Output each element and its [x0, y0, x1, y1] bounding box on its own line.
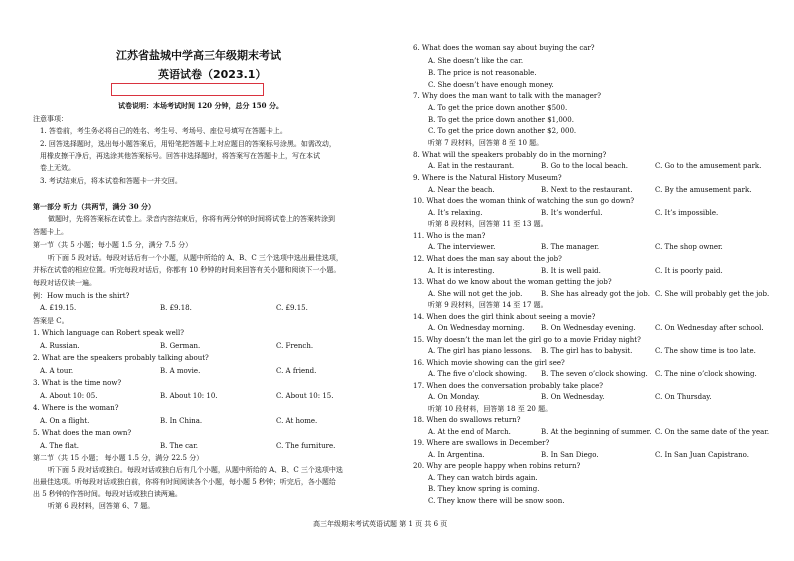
school-title: 江苏省盐城中学高三年级期末考试	[116, 49, 281, 62]
question: 12. What does the man say about the job?	[413, 255, 562, 263]
option: B. To get the price down another $1,000.	[428, 116, 574, 124]
option: A. The girl has piano lessons.	[428, 347, 533, 355]
example-answer: 答案是 C。	[33, 317, 69, 325]
option: C. They know there will be snow soon.	[428, 497, 565, 505]
option: C. The nine o’clock showing.	[655, 370, 757, 378]
page-footer: 高三年级期末考试英语试题 第 1 页 共 6 页	[313, 520, 448, 528]
option: A. At the end of March.	[428, 428, 511, 436]
option: B. It is well paid.	[541, 267, 601, 275]
material-heading: 听第 9 段材料，回答第 14 至 17 题。	[428, 301, 548, 309]
option: B. The car.	[160, 442, 199, 450]
question: 3. What is the time now?	[33, 379, 122, 387]
section2-text: 出最佳选项。听每段对话或独白前，你将有时间阅读各个小题，每小题 5 秒钟；听完后，各小题给	[33, 478, 336, 486]
red-annotation-box	[111, 83, 264, 96]
option: C. On Wednesday after school.	[655, 324, 764, 332]
question: 4. Where is the woman?	[33, 404, 119, 412]
option: B. In China.	[160, 417, 203, 425]
option: C. She will probably get the job.	[655, 290, 770, 298]
question: 19. Where are swallows in December?	[413, 439, 550, 447]
option: B. Next to the restaurant.	[541, 186, 633, 194]
subject-title: 英语试卷（2023.1）	[158, 68, 267, 81]
option: B. In San Diego.	[541, 451, 599, 459]
example-option: B. £9.18.	[160, 304, 192, 312]
option: B. The girl has to babysit.	[541, 347, 633, 355]
question: 8. What will the speakers probably do in the morning?	[413, 151, 607, 159]
option: C. French.	[276, 342, 314, 350]
question: 13. What do we know about the woman getting the job?	[413, 278, 612, 286]
section2-text: 出 5 秒钟的作答时间。每段对话或独白读两遍。	[33, 490, 182, 498]
option: B. On Wednesday.	[541, 393, 605, 401]
question: 10. What does the woman think of watching the sun go down?	[413, 197, 635, 205]
option: A. Eat in the restaurant.	[428, 162, 515, 170]
option: C. By the amusement park.	[655, 186, 752, 194]
note-item: 2. 回答选择题时，选出每小题答案后，用铅笔把答题卡上对应题目的答案标号涂黑。如需改动，	[40, 140, 336, 148]
part1-heading: 第一部分 听力（共两节，满分 30 分）	[33, 202, 156, 211]
material-heading: 听第 10 段材料，回答第 18 至 20 题。	[428, 405, 553, 413]
option: C. On the same date of the year.	[655, 428, 770, 436]
question: 6. What does the woman say about buying the car?	[413, 44, 595, 52]
option: C. The shop owner.	[655, 243, 723, 251]
option: A. About 10: 05.	[40, 392, 98, 400]
option: B. German.	[160, 342, 201, 350]
option: B. The price is not reasonable.	[428, 69, 537, 77]
option: C. On Thursday.	[655, 393, 712, 401]
option: C. To get the price down another $2, 000.	[428, 127, 577, 135]
section2-text: 听第 6 段材料，回答第 6、7 题。	[48, 502, 155, 510]
note-item: 卷上无效。	[40, 164, 75, 172]
part1-intro: 做题时，先将答案标在试卷上。录音内容结束后，你将有两分钟的时间将试卷上的答案转涂到	[48, 215, 335, 223]
part1-intro: 答题卡上。	[33, 228, 68, 236]
option: A. She doesn’t like the car.	[428, 57, 524, 65]
section1-text: 听下面 5 段对话。每段对话后有一个小题，从题中所给的 A、B、C 三个选项中选出最佳选项，	[48, 254, 343, 262]
section1-heading: 第一节（共 5 小题；每小题 1.5 分，满分 7.5 分）	[33, 241, 193, 249]
option: B. The seven o’clock showing.	[541, 370, 648, 378]
option: A. The interviewer.	[428, 243, 496, 251]
section2-heading: 第二节（共 15 小题； 每小题 1.5 分，满分 22.5 分）	[33, 454, 204, 462]
question: 14. When does the girl think about seeing a movie?	[413, 313, 596, 321]
notes-title: 注意事项：	[33, 115, 68, 123]
option: A. They can watch birds again.	[428, 474, 538, 482]
option: A. It’s relaxing.	[428, 209, 483, 217]
option: C. It is poorly paid.	[655, 267, 723, 275]
option: A. On Wednesday morning.	[428, 324, 525, 332]
option: A. In Argentina.	[428, 451, 485, 459]
note-item: 3. 考试结束后，将本试卷和答题卡一并交回。	[40, 177, 182, 185]
section1-text: 并标在试卷的相应位置。听完每段对话后，你都有 10 秒钟的时间来回答有关小题和阅读下一小题。	[33, 266, 341, 274]
example-question: 例：How much is the shirt?	[33, 292, 130, 300]
option: B. She has already got the job.	[541, 290, 651, 298]
question: 9. Where is the Natural History Museum?	[413, 174, 562, 182]
question: 18. When do swallows return?	[413, 416, 521, 424]
question: 11. Who is the man?	[413, 232, 486, 240]
option: B. They know spring is coming.	[428, 485, 540, 493]
section2-text: 听下面 5 段对话或独白。每段对话或独白后有几个小题，从题中所给的 A、B、C 三个选项中选	[48, 466, 343, 474]
option: A. The flat.	[40, 442, 79, 450]
question: 5. What does the man own?	[33, 429, 132, 437]
option: C. At home.	[276, 417, 318, 425]
option: C. In San Juan Capistrano.	[655, 451, 749, 459]
section1-text: 每段对话仅读一遍。	[33, 279, 96, 287]
material-heading: 听第 7 段材料，回答第 8 至 10 题。	[428, 139, 544, 147]
option: C. Go to the amusement park.	[655, 162, 762, 170]
option: B. A movie.	[160, 367, 201, 375]
question: 2. What are the speakers probably talking about?	[33, 354, 209, 362]
option: B. Go to the local beach.	[541, 162, 629, 170]
option: A. Russian.	[40, 342, 80, 350]
option: B. About 10: 10.	[160, 392, 218, 400]
question: 7. Why does the man want to talk with the manager?	[413, 92, 602, 100]
question: 16. Which movie showing can the girl see?	[413, 359, 565, 367]
option: C. A friend.	[276, 367, 317, 375]
option: C. It’s impossible.	[655, 209, 719, 217]
exam-info: 试卷说明：本场考试时间 120 分钟，总分 150 分。	[118, 101, 283, 110]
option: A. The five o’clock showing.	[428, 370, 528, 378]
option: B. It’s wonderful.	[541, 209, 603, 217]
example-option: C. £9.15.	[276, 304, 308, 312]
material-heading: 听第 8 段材料，回答第 11 至 13 题。	[428, 220, 548, 228]
option: C. She doesn’t have enough money.	[428, 81, 554, 89]
option: A. Near the beach.	[428, 186, 495, 194]
question: 20. Why are people happy when robins return?	[413, 462, 581, 470]
option: B. On Wednesday evening.	[541, 324, 636, 332]
option: B. At the beginning of summer.	[541, 428, 652, 436]
example-option: A. £19.15.	[40, 304, 77, 312]
option: A. It is interesting.	[428, 267, 495, 275]
question: 1. Which language can Robert speak well?	[33, 329, 184, 337]
option: A. A tour.	[40, 367, 74, 375]
option: A. She will not get the job.	[428, 290, 523, 298]
option: A. To get the price down another $500.	[428, 104, 568, 112]
question: 15. Why doesn’t the man let the girl go to a movie Friday night?	[413, 336, 641, 344]
note-item: 1. 答卷前，考生务必将自己的姓名、考生号、考场号、座位号填写在答题卡上。	[40, 127, 287, 135]
option: C. About 10: 15.	[276, 392, 334, 400]
option: A. On a flight.	[40, 417, 90, 425]
option: A. On Monday.	[428, 393, 480, 401]
option: C. The show time is too late.	[655, 347, 756, 355]
option: C. The furniture.	[276, 442, 336, 450]
question: 17. When does the conversation probably take place?	[413, 382, 604, 390]
option: B. The manager.	[541, 243, 600, 251]
note-item: 用橡皮擦干净后，再选涂其他答案标号。回答非选择题时，将答案写在答题卡上，写在本试	[40, 152, 320, 160]
